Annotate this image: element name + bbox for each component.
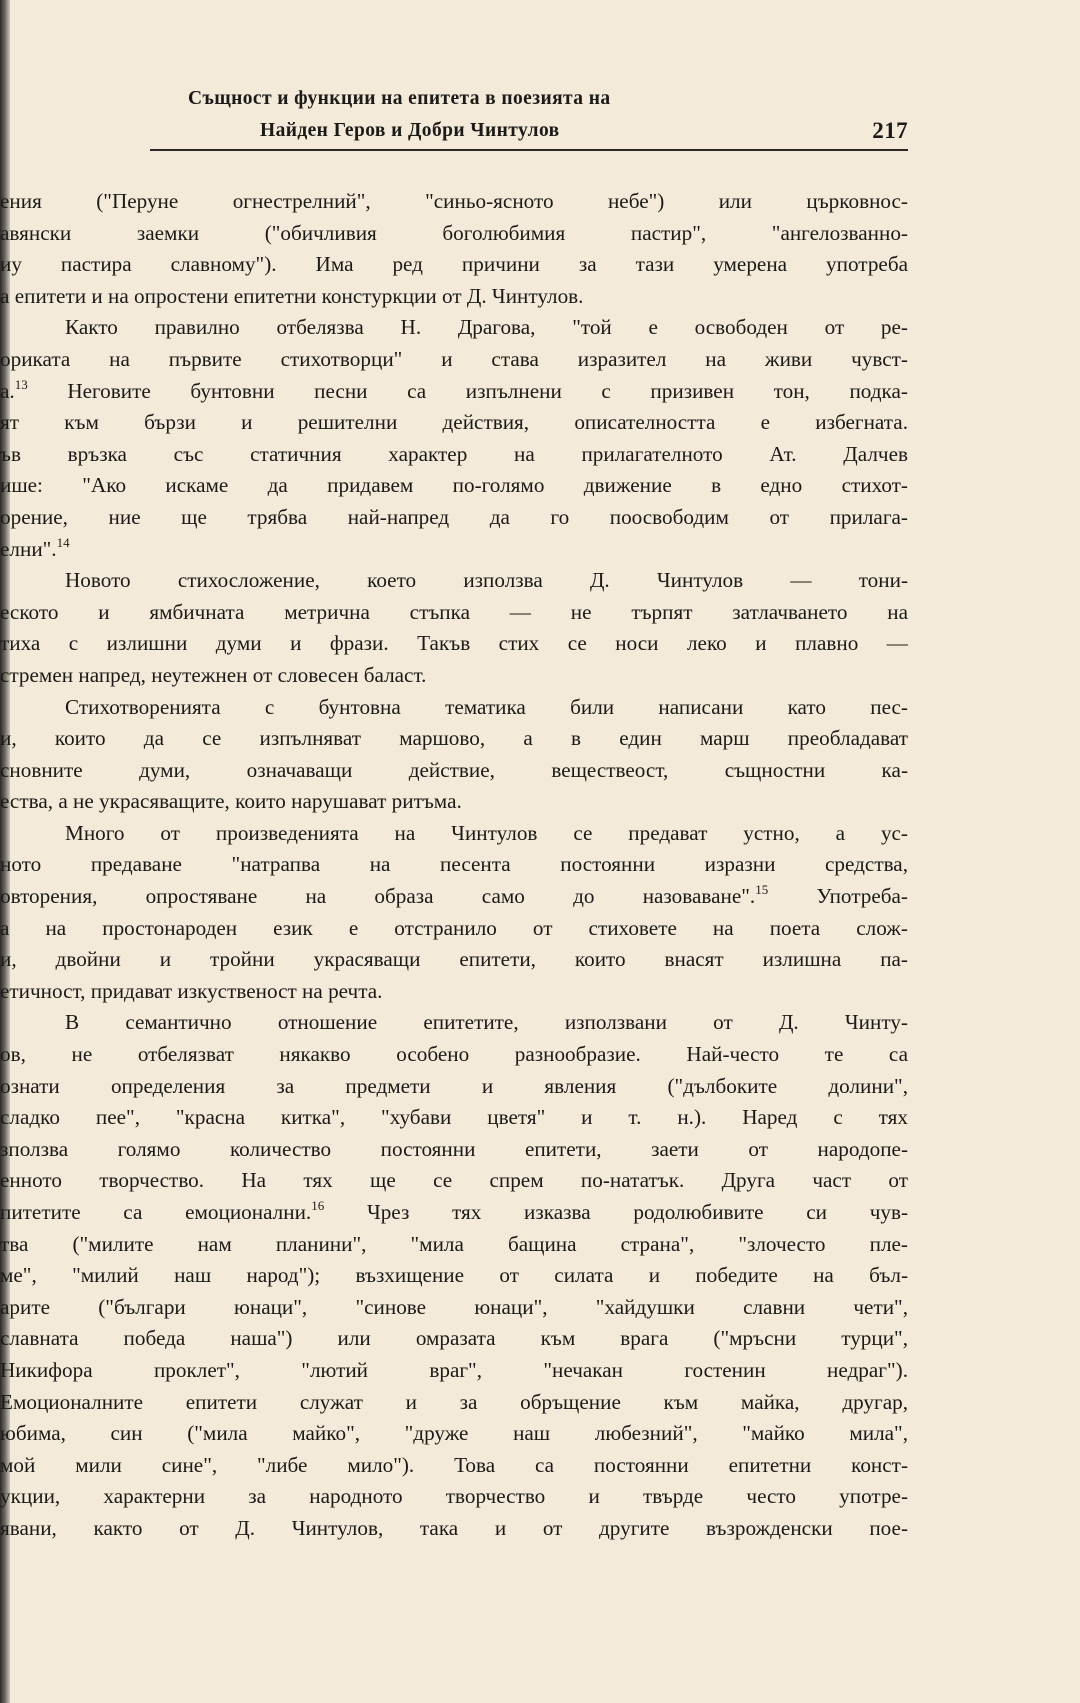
text-line <box>0 249 908 281</box>
text-line-content: Много от произведенията на Чинтулов се предават устно, а ус- <box>65 820 908 845</box>
text-line-content: Емоционалните епитети служат и за обръщение към майка, другар, <box>0 1389 908 1414</box>
text-line-content: Никифора проклет", "лютий враг", "нечакан гостенин недраг"). <box>0 1357 908 1382</box>
text-line <box>0 1418 908 1450</box>
text-line <box>0 913 908 945</box>
text-line <box>0 660 908 692</box>
text-line-content: а на простонароден език е отстранило от стиховете на поета слож- <box>0 915 908 940</box>
text-line-content: ознати определения за предмети и явления ("дълбоките долини", <box>0 1073 908 1098</box>
text-line <box>0 1071 908 1103</box>
text-line-content: тиха с излишни думи и фрази. Такъв стих се носи леко и плавно — <box>0 631 908 656</box>
text-line-content: тва ("милите нам планини", "мила бащина страна", "злочесто пле- <box>0 1231 908 1256</box>
text-line-continuation: Употреба- <box>768 884 908 909</box>
text-line-content: иу пастира славному"). Има ред причини за тази умерена употреба <box>0 252 908 277</box>
text-line <box>0 976 908 1008</box>
text-line-content: ориката на първите стихотворци" и става изразител на живи чувст- <box>0 346 908 371</box>
text-line <box>0 1513 908 1545</box>
text-line-content: а. <box>0 378 15 403</box>
text-line-content: Както правилно отбелязва Н. Драгова, "той е освободен от ре- <box>65 315 908 340</box>
text-line-content: В семантично отношение епитетите, използвани от Д. Чинту- <box>65 1010 908 1035</box>
text-line <box>0 186 908 218</box>
text-line-content: ят към бързи и решителни действия, описателността е избегната. <box>0 410 908 435</box>
text-line <box>0 1387 908 1419</box>
text-line <box>0 470 908 502</box>
footnote-marker: 15 <box>755 882 769 898</box>
text-line-content: ъв връзка със статичния характер на прилагателното Ат. Далчев <box>0 441 908 466</box>
text-line-content: енното творчество. На тях ще се спрем по-нататък. Друга част от <box>0 1168 908 1193</box>
text-line-content: еското и ямбичната метрична стъпка — не търпят затлачването на <box>0 599 908 624</box>
running-header-line2: Найден Геров и Добри Чинтулов <box>260 120 560 141</box>
text-line <box>0 1260 908 1292</box>
text-line-content: укции, характерни за народното творчество и твърде често употре- <box>0 1484 908 1509</box>
text-line-content: Стихотворенията с бунтовна тематика били написани като пес- <box>65 694 908 719</box>
text-line <box>0 881 908 913</box>
text-line <box>0 597 908 629</box>
text-line-content: юбима, син ("мила майко", "друже наш любезний", "майко мила", <box>0 1421 908 1446</box>
text-line-content: и, двойни и тройни украсяващи епитети, които внасят излишна па- <box>0 947 908 972</box>
text-line-content: ме", "милий наш народ"); възхищение от силата и победите на бъл- <box>0 1263 908 1288</box>
text-line-content: арите ("българи юнаци", "синове юнаци", "хайдушки славни чети", <box>0 1294 908 1319</box>
text-line-content: и, които да се изпълняват маршово, а в един марш преобладават <box>0 726 908 751</box>
text-line <box>0 1481 908 1513</box>
footnote-marker: 13 <box>14 376 28 392</box>
text-line <box>0 312 908 344</box>
text-line <box>0 723 908 755</box>
footnote-marker: 14 <box>56 534 70 550</box>
text-line <box>0 944 908 976</box>
text-line-content: елни". <box>0 536 57 561</box>
text-line <box>0 1229 908 1261</box>
text-line <box>0 1165 908 1197</box>
text-line <box>0 281 908 313</box>
text-line-content: а епитети и на опростени епитетни констуркции от Д. Чинтулов. <box>0 283 584 308</box>
header-rule <box>150 149 908 151</box>
running-header-line1: Същност и функции на епитета в поезията на <box>188 88 611 109</box>
text-line <box>0 1292 908 1324</box>
text-line-content: ения ("Перуне огнестрелний", "синьо-ясното небе") или църковнос- <box>0 189 908 213</box>
text-line-content: сладко пее", "красна китка", "хубави цветя" и т. н.). Наред с тях <box>0 1105 908 1130</box>
text-line <box>0 1102 908 1134</box>
text-line-content: ното предаване "натрапва на песента постоянни изразни средства, <box>0 852 908 877</box>
text-line-content: ише: "Ако искаме да придавем по-голямо движение в едно стихот- <box>0 473 908 498</box>
text-line <box>0 344 908 376</box>
text-line <box>0 376 908 408</box>
text-line-content: стремен напред, неутежнен от словесен баласт. <box>0 662 427 687</box>
text-line <box>0 1197 908 1229</box>
text-line <box>0 407 908 439</box>
text-line-content: зползва голямо количество постоянни епитети, заети от народопе- <box>0 1136 908 1161</box>
text-line <box>0 849 908 881</box>
text-line <box>0 1039 908 1071</box>
text-line <box>0 565 908 597</box>
text-line <box>0 786 908 818</box>
text-line <box>0 692 908 724</box>
text-line-continuation: Неговите бунтовни песни са изпълнени с призивен тон, подка- <box>27 378 908 403</box>
text-line <box>0 439 908 471</box>
text-line-content: авянски заемки ("обичливия боголюбимия пастир", "ангелозванно- <box>0 220 908 245</box>
text-line <box>0 1007 908 1039</box>
text-line <box>0 1355 908 1387</box>
text-line <box>0 534 908 566</box>
text-line-content: ов, не отбелязват някакво особено разнообразие. Най-често те са <box>0 1042 908 1067</box>
text-line <box>0 1323 908 1355</box>
text-line-content: явани, както от Д. Чинтулов, така и от другите възрожденски пое- <box>0 1515 908 1540</box>
text-line-content: ества, а не украсяващите, които нарушават ритъма. <box>0 789 462 814</box>
footnote-marker: 16 <box>311 1198 325 1213</box>
text-line-continuation: Чрез тях изказва родолюбивите си чув- <box>324 1200 908 1224</box>
text-line-content: мой мили сине", "либе мило"). Това са постоянни епитетни конст- <box>0 1452 908 1477</box>
text-line <box>0 1450 908 1482</box>
body-text <box>0 186 908 1545</box>
text-line-content: сновните думи, означаващи действие, веществеост, същностни ка- <box>0 757 908 782</box>
text-line <box>0 502 908 534</box>
text-line <box>0 1134 908 1166</box>
text-line <box>0 628 908 660</box>
text-line-content: славната победа наша") или омразата към врага ("мръсни турци", <box>0 1326 908 1351</box>
text-line-content: етичност, придават изкуственост на речта. <box>0 978 383 1003</box>
text-line <box>0 218 908 250</box>
text-line <box>0 755 908 787</box>
text-line-content: Новото стихосложение, което използва Д. Чинтулов — тони- <box>65 568 908 593</box>
text-line <box>0 818 908 850</box>
text-line-content: питетите са емоционални. <box>0 1200 312 1224</box>
page-number: 217 <box>872 118 908 143</box>
text-line-content: овторения, опростяване на образа само до назоваване". <box>0 884 756 909</box>
text-line-content: орение, ние ще трябва най-напред да го поосвободим от прилага- <box>0 504 908 529</box>
